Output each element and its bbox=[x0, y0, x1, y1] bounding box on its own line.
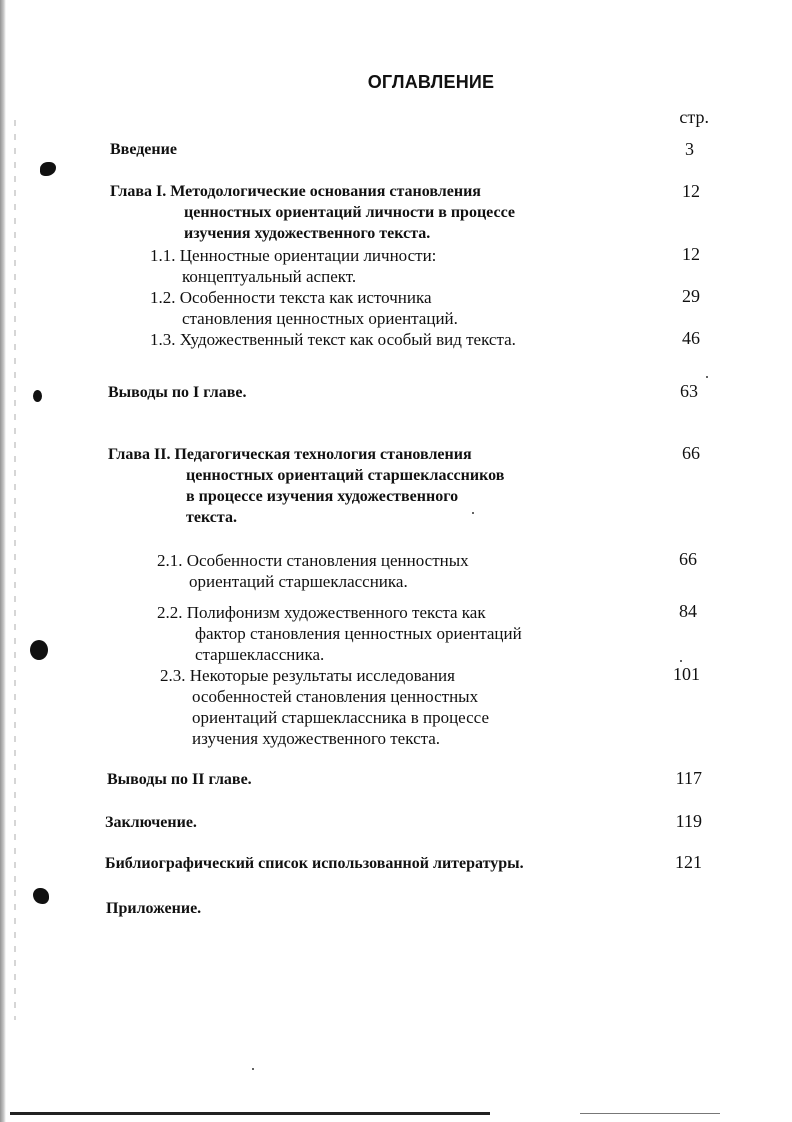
toc-entry-title-cont: становления ценностных ориентаций. bbox=[182, 309, 458, 328]
toc-entry-title-cont: текста. bbox=[186, 509, 237, 526]
punch-hole-mark bbox=[30, 640, 48, 660]
toc-entry-title: 2.2. Полифонизм художественного текста как bbox=[157, 603, 486, 622]
toc-entry-chapter-1 bbox=[110, 181, 515, 244]
scan-speck bbox=[706, 376, 708, 378]
toc-entry-section-1-2 bbox=[150, 287, 458, 329]
toc-entry-title-cont: в процессе изучения художественного bbox=[186, 488, 459, 505]
toc-page-number: 66 bbox=[679, 549, 697, 569]
toc-page-number: 117 bbox=[675, 768, 702, 788]
toc-entry-section-2-1 bbox=[157, 550, 469, 592]
toc-entry-title: Введение bbox=[110, 141, 177, 158]
toc-entry-title: Библиографический список использованной литературы. bbox=[105, 855, 524, 872]
scan-speck bbox=[252, 1068, 254, 1070]
toc-entry-section-2-2 bbox=[157, 602, 522, 665]
toc-entry-title: 2.3. Некоторые результаты исследования bbox=[160, 666, 455, 685]
scan-bottom-rule-right bbox=[580, 1113, 720, 1114]
toc-page-number: 66 bbox=[682, 443, 700, 463]
toc-entry-title: Приложение. bbox=[106, 900, 202, 917]
toc-entry-title: Глава II. Педагогическая технология становления bbox=[108, 446, 472, 463]
toc-entry-title-cont: фактор становления ценностных ориентаций bbox=[195, 624, 522, 643]
page-title: ОГЛАВЛЕНИЕ bbox=[367, 72, 495, 92]
toc-entry-title-cont: особенностей становления ценностных bbox=[192, 687, 479, 706]
toc-entry-title: 1.1. Ценностные ориентации личности: bbox=[150, 246, 437, 265]
scan-edge-dots bbox=[14, 120, 16, 1020]
toc-entry-title-cont: старшеклассника. bbox=[195, 645, 325, 664]
toc-entry-conclusions-2 bbox=[107, 769, 252, 790]
toc-page-number: 12 bbox=[682, 244, 700, 264]
toc-entry-title: 2.1. Особенности становления ценностных bbox=[157, 551, 469, 570]
toc-entry-conclusions-1 bbox=[108, 382, 246, 403]
punch-hole-mark bbox=[33, 390, 42, 402]
toc-entry-title-cont: изучения художественного текста. bbox=[184, 225, 431, 242]
toc-page-number: 46 bbox=[682, 328, 700, 348]
punch-hole-mark bbox=[33, 888, 49, 904]
toc-entry-appendix bbox=[106, 898, 201, 919]
toc-entry-introduction bbox=[110, 139, 177, 160]
toc-page-number: 3 bbox=[685, 139, 694, 159]
toc-entry-title-cont: ориентаций старшеклассника в процессе bbox=[192, 708, 489, 727]
toc-entry-title-cont: изучения художественного текста. bbox=[192, 729, 441, 748]
toc-page-number: 121 bbox=[675, 852, 702, 872]
scan-speck bbox=[680, 660, 682, 662]
toc-page-number: 12 bbox=[682, 181, 700, 201]
toc-entry-title: Выводы по II главе. bbox=[107, 771, 252, 788]
toc-entry-section-1-3 bbox=[150, 329, 516, 350]
toc-page-number: 84 bbox=[679, 601, 697, 621]
toc-entry-title-cont: ценностных ориентаций личности в процессе bbox=[184, 204, 515, 221]
toc-entry-section-2-3 bbox=[160, 665, 489, 749]
toc-entry-section-1-1 bbox=[150, 245, 436, 287]
toc-entry-title: 1.2. Особенности текста как источника bbox=[150, 288, 432, 307]
scan-bottom-rule bbox=[10, 1112, 490, 1115]
toc-entry-chapter-2 bbox=[108, 444, 504, 528]
toc-entry-title: 1.3. Художественный текст как особый вид текста. bbox=[150, 330, 516, 349]
toc-page-number: 119 bbox=[675, 811, 702, 831]
toc-entry-title-cont: концептуальный аспект. bbox=[182, 267, 357, 286]
toc-entry-title: Выводы по I главе. bbox=[108, 384, 247, 401]
punch-hole-mark bbox=[40, 162, 56, 176]
toc-entry-bibliography bbox=[105, 853, 524, 874]
toc-entry-conclusion bbox=[105, 812, 197, 833]
toc-entry-title-cont: ориентаций старшеклассника. bbox=[189, 572, 408, 591]
toc-entry-title-cont: ценностных ориентаций старшеклассников bbox=[186, 467, 505, 484]
page-column-header: стр. bbox=[679, 107, 709, 127]
toc-entry-title: Глава I. Методологические основания становления bbox=[110, 183, 481, 200]
toc-page-number: 63 bbox=[680, 381, 698, 401]
scan-edge-shadow bbox=[0, 0, 6, 1122]
toc-page-number: 29 bbox=[682, 286, 700, 306]
toc-page-number: 101 bbox=[673, 664, 700, 684]
toc-entry-title: Заключение. bbox=[105, 814, 197, 831]
